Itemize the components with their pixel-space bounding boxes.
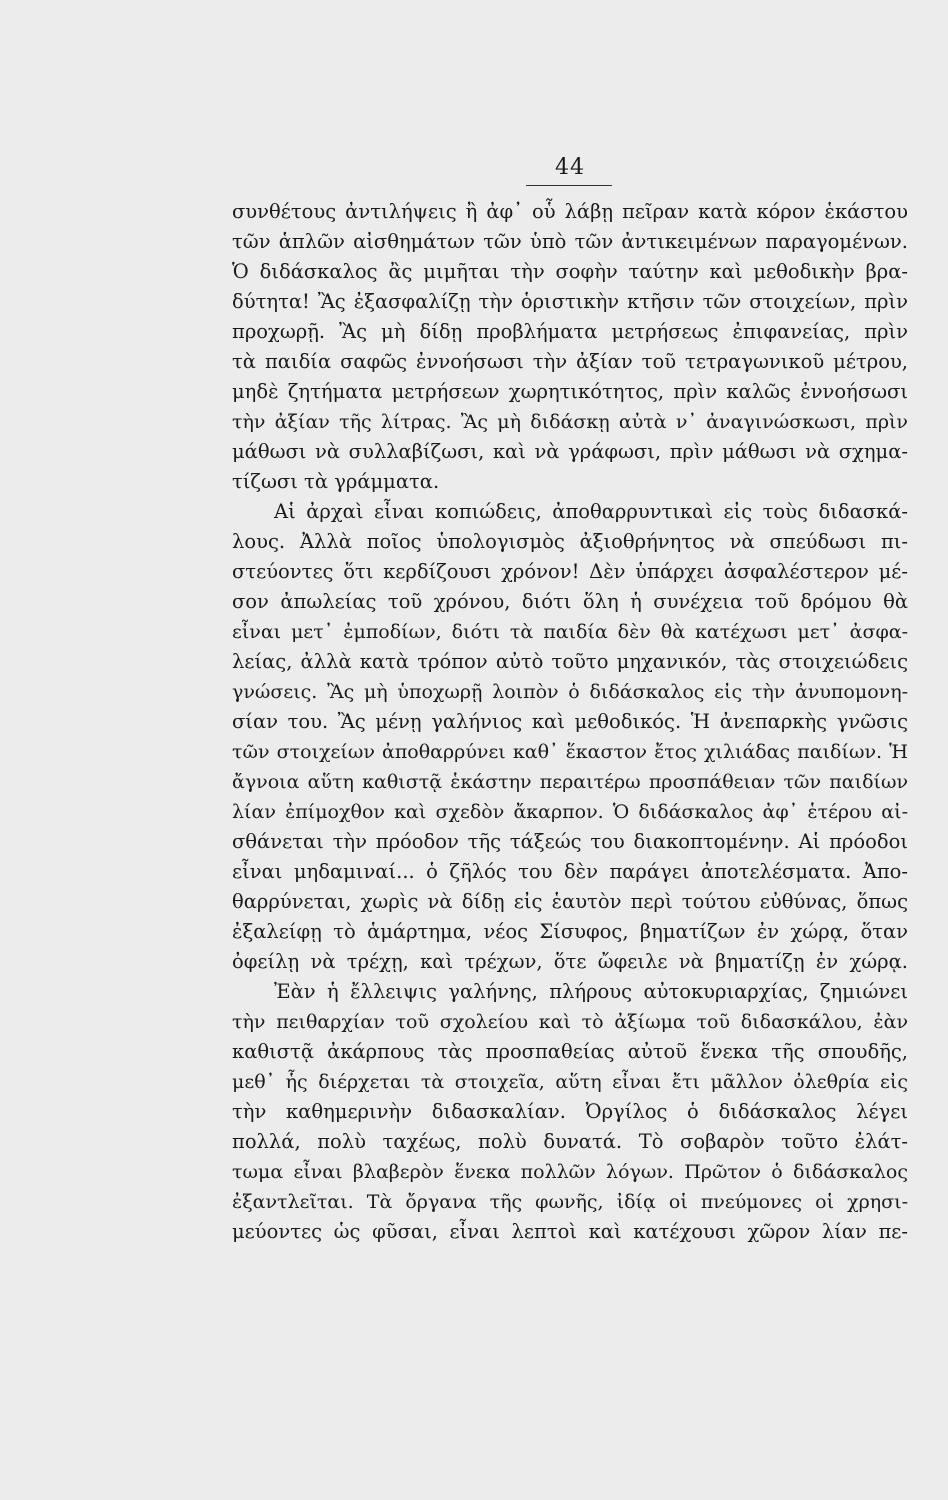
- paragraph-start-line: Αἱ ἀρχαὶ εἶναι κοπιώδεις, ἀποθαρρυντικαὶ εἰς τοὺς διδασκά-: [274, 500, 908, 523]
- text-line: μεύοντες ὡς φῦσαι, εἶναι λεπτοὶ καὶ κατέχουσι χῶρον λίαν πε-: [232, 1220, 908, 1243]
- text-line: εἶναι μετ᾽ ἐμποδίων, διότι τὰ παιδία δὲν θὰ κατέχωσι μετ᾽ ἀσφα-: [232, 621, 908, 643]
- text-line: σον ἀπωλείας τοῦ χρόνου, διότι ὅλη ἡ συνέχεια τοῦ δρόμου θὰ: [232, 590, 908, 613]
- text-line: εἶναι μηδαμιναί... ὁ ζῆλός του δὲν παράγει ἀποτελέσματα. Ἀπο-: [232, 860, 908, 883]
- text-line: δύτητα! Ἂς ἐξασφαλίζῃ τὴν ὁριστικὴν κτῆσιν τῶν στοιχείων, πρὶν: [232, 290, 908, 313]
- text-line: λίαν ἐπίμοχθον καὶ σχεδὸν ἄκαρπον. Ὁ διδάσκαλος ἀφ᾽ ἑτέρου αἰ-: [232, 801, 908, 823]
- text-line: στεύοντες ὅτι κερδίζουσι χρόνον! Δὲν ὑπάρχει ἀσφαλέστερον μέ-: [232, 560, 908, 583]
- text-line: λείας, ἀλλὰ κατὰ τρόπον αὐτὸ τοῦτο μηχανικόν, τὰς στοιχειώδεις: [232, 650, 908, 673]
- text-line: τῶν ἁπλῶν αἰσθημάτων τῶν ὑπὸ τῶν ἀντικειμένων παραγομένων.: [232, 230, 908, 253]
- page-number: 44: [555, 155, 585, 180]
- text-line: γνώσεις. Ἂς μὴ ὑποχωρῇ λοιπὸν ὁ διδάσκαλος εἰς τὴν ἀνυπομονη-: [232, 681, 908, 703]
- text-line: καθιστᾷ ἀκάρπους τὰς προσπαθείας αὐτοῦ ἕνεκα τῆς σπουδῆς,: [232, 1040, 908, 1063]
- text-line: ἐξαντλεῖται. Τὰ ὄργανα τῆς φωνῆς, ἰδίᾳ οἱ πνεύμονες οἱ χρησι-: [232, 1191, 908, 1213]
- text-line: σθάνεται τὴν πρόοδον τῆς τάξεώς του διακοπτομένην. Αἱ πρόοδοι: [232, 830, 908, 853]
- text-line: ἄγνοια αὕτη καθιστᾷ ἑκάστην περαιτέρω προσπάθειαν τῶν παιδίων: [232, 771, 908, 793]
- text-line: σίαν του. Ἂς μένῃ γαλήνιος καὶ μεθοδικός. Ἡ ἀνεπαρκὴς γνῶσις: [232, 710, 908, 733]
- text-line: μάθωσι νὰ συλλαβίζωσι, καὶ νὰ γράφωσι, πρὶν μάθωσι νὰ σχημα-: [232, 440, 908, 463]
- page-number-rule: [526, 185, 612, 186]
- text-line: μηδὲ ζητήματα μετρήσεων χωρητικότητος, πρὶν καλῶς ἐννοήσωσι: [232, 380, 908, 403]
- text-line: τὰ παιδία σαφῶς ἐννοήσωσι τὴν ἀξίαν τοῦ τετραγωνικοῦ μέτρου,: [232, 350, 908, 373]
- text-line: Ὁ διδάσκαλος ἂς μιμῆται τὴν σοφὴν ταύτην καὶ μεθοδικὴν βρα-: [232, 260, 908, 283]
- text-line: θαρρύνεται, χωρὶς νὰ δίδῃ εἰς ἑαυτὸν περὶ τούτου εὐθύνας, ὅπως: [232, 890, 908, 913]
- text-line: συνθέτους ἀντιλήψεις ἢ ἀφ᾽ οὗ λάβῃ πεῖραν κατὰ κόρον ἑκάστου: [232, 200, 908, 223]
- text-line: λους. Ἀλλὰ ποῖος ὑπολογισμὸς ἀξιοθρήνητος νὰ σπεύδωσι πι-: [232, 530, 908, 553]
- text-line: πολλά, πολὺ ταχέως, πολὺ δυνατά. Τὸ σοβαρὸν τοῦτο ἐλάτ-: [232, 1130, 908, 1153]
- text-line: τὴν καθημερινὴν διδασκαλίαν. Ὀργίλος ὁ διδάσκαλος λέγει: [232, 1100, 908, 1123]
- text-line: τῶν στοιχείων ἀποθαρρύνει καθ᾽ ἕκαστον ἔτος χιλιάδας παιδίων. Ἡ: [232, 741, 908, 763]
- text-line: τίζωσι τὰ γράμματα.: [232, 470, 440, 493]
- paragraph-start-line: Ἐὰν ἡ ἔλλειψις γαλήνης, πλήρους αὐτοκυριαρχίας, ζημιώνει: [274, 980, 908, 1003]
- text-line: τὴν πειθαρχίαν τοῦ σχολείου καὶ τὸ ἀξίωμα τοῦ διδασκάλου, ἐὰν: [232, 1011, 908, 1033]
- text-line: τωμα εἶναι βλαβερὸν ἕνεκα πολλῶν λόγων. Πρῶτον ὁ διδάσκαλος: [232, 1161, 908, 1183]
- text-line: ὀφείλῃ νὰ τρέχῃ, καὶ τρέχων, ὅτε ὤφειλε νὰ βηματίζῃ ἐν χώρᾳ.: [232, 950, 908, 973]
- text-line: τὴν ἀξίαν τῆς λίτρας. Ἂς μὴ διδάσκῃ αὐτὰ ν᾽ ἀναγινώσκωσι, πρὶν: [232, 411, 908, 433]
- body-text: [232, 197, 908, 1247]
- text-line: προχωρῇ. Ἂς μὴ δίδῃ προβλήματα μετρήσεως ἐπιφανείας, πρὶν: [232, 320, 908, 343]
- text-line: ἐξαλείφῃ τὸ ἁμάρτημα, νέος Σίσυφος, βηματίζων ἐν χώρᾳ, ὅταν: [232, 920, 908, 943]
- text-line: μεθ᾽ ἧς διέρχεται τὰ στοιχεῖα, αὕτη εἶναι ἔτι μᾶλλον ὀλεθρία εἰς: [232, 1071, 908, 1093]
